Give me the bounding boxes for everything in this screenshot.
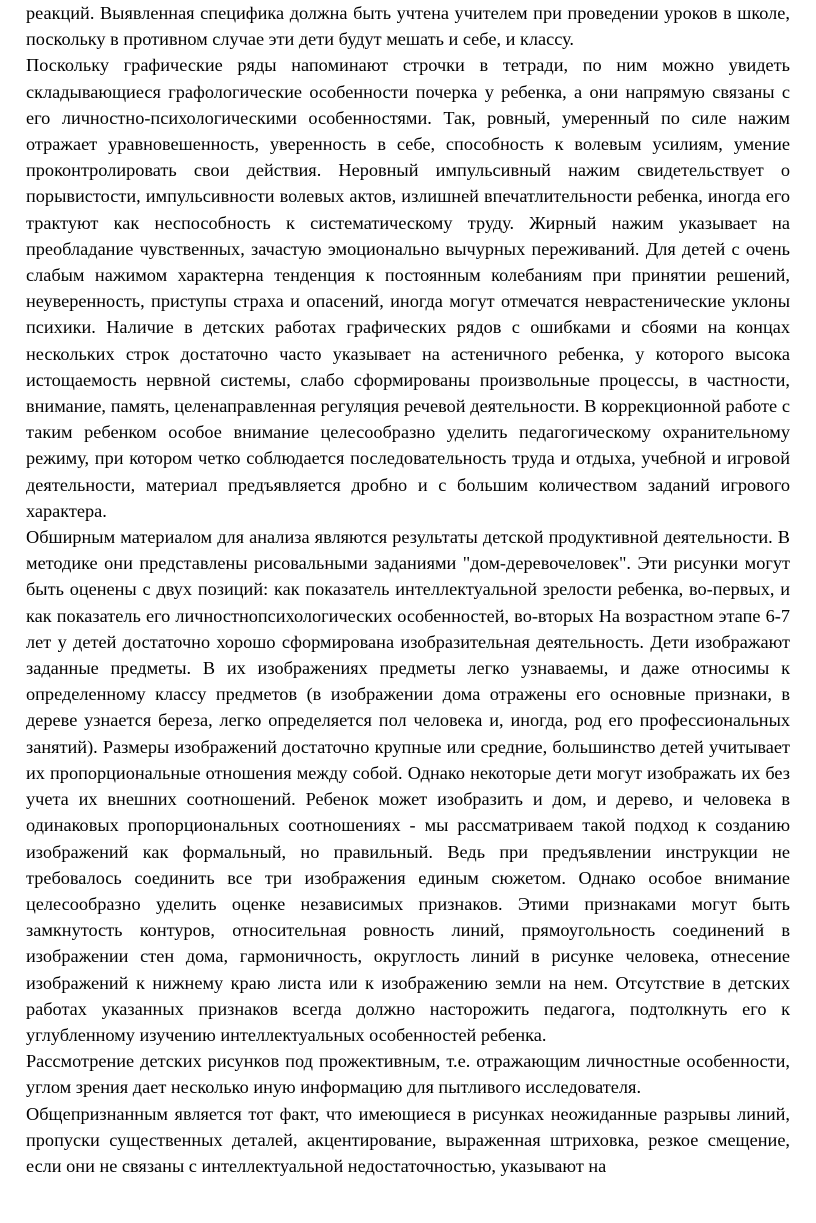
paragraph-2: Поскольку графические ряды напоминают строчки в тетради, по ним можно увидеть складывающиеся графологические особенности почерка у ребенка, а они напрямую связаны с его личностно-психологическими особенностями. Так, ровный, умеренный по силе нажим отражает уравновешенность, уверенность в себе, способность к волевым усилиям, умение проконтролировать свои действия. Неровный импульсивный нажим свидетельствует о порывистости, импульсивности волевых актов, излишней впечатлительности ребенка, иногда его трактуют как неспособность к систематическому труду. Жирный нажим указывает на преобладание чувственных, зачастую эмоционально вычурных переживаний. Для детей с очень слабым нажимом характерна тенденция к постоянным колебаниям при принятии решений, неуверенность, приступы страха и опасений, иногда могут отмечатся неврастенические уклоны психики. Наличие в детских работах графических рядов с ошибками и сбоями на концах нескольких строк достаточно часто указывает на астеничного ребенка, у которого высока истощаемость нервной системы, слабо сформированы произвольные процессы, в частности, внимание, память, целенаправленная регуляция речевой деятельности. В коррекционной работе с таким ребенком особое внимание целесообразно уделить педагогическому охранительному режиму, при котором четко соблюдается последовательность труда и отдыха, учебной и игровой деятельности, материал предъявляется дробно и с большим количеством заданий игрового характера.: [26, 55, 790, 521]
document-page: [26, 0, 790, 1179]
paragraph-4: Рассмотрение детских рисунков под прожективным, т.е. отражающим личностные особенности, углом зрения дает несколько иную информацию для пытливого исследователя.: [26, 1051, 790, 1098]
paragraph-1: реакций. Выявленная специфика должна быть учтена учителем при проведении уроков в школе, поскольку в противном случае эти дети будут мешать и себе, и классу.: [26, 3, 790, 50]
paragraph-3: Обширным материалом для анализа являются результаты детской продуктивной деятельности. В методике они представлены рисовальными заданиями "дом-деревочеловек". Эти рисунки могут быть оценены с двух позиций: как показатель интеллектуальной зрелости ребенка, во-первых, и как показатель его личностнопсихологических особенностей, во-вторых На возрастном этапе 6-7 лет у детей достаточно хорошо сформирована изобразительная деятельность. Дети изображают заданные предметы. В их изображениях предметы легко узнаваемы, и даже относимы к определенному классу предметов (в изображении дома отражены его основные признаки, в дереве узнается береза, легко определяется пол человека и, иногда, род его профессиональных занятий). Размеры изображений достаточно крупные или средние, большинство детей учитывает их пропорциональные отношения между собой. Однако некоторые дети могут изображать их без учета их внешних соотношений. Ребенок может изобразить и дом, и дерево, и человека в одинаковых пропорциональных соотношениях - мы рассматриваем такой подход к созданию изображений как формальный, но правильный. Ведь при предъявлении инструкции не требовалось соединить все три изображения единым сюжетом. Однако особое внимание целесообразно уделить оценке независимых признаков. Этими признаками могут быть замкнутость контуров, относительная ровность линий, прямоугольность соединений в изображении стен дома, гармоничность, округлость линий в рисунке человека, отнесение изображений к нижнему краю листа или к изображению земли на нем. Отсутствие в детских работах указанных признаков всегда должно насторожить педагога, подтолкнуть его к углубленному изучению интеллектуальных особенностей ребенка.: [26, 527, 790, 1045]
paragraph-5: Общепризнанным является тот факт, что имеющиеся в рисунках неожиданные разрывы линий, пропуски существенных деталей, акцентирование, выраженная штриховка, резкое смещение, если они не связаны с интеллектуальной недостаточностью, указывают на: [26, 1103, 790, 1176]
